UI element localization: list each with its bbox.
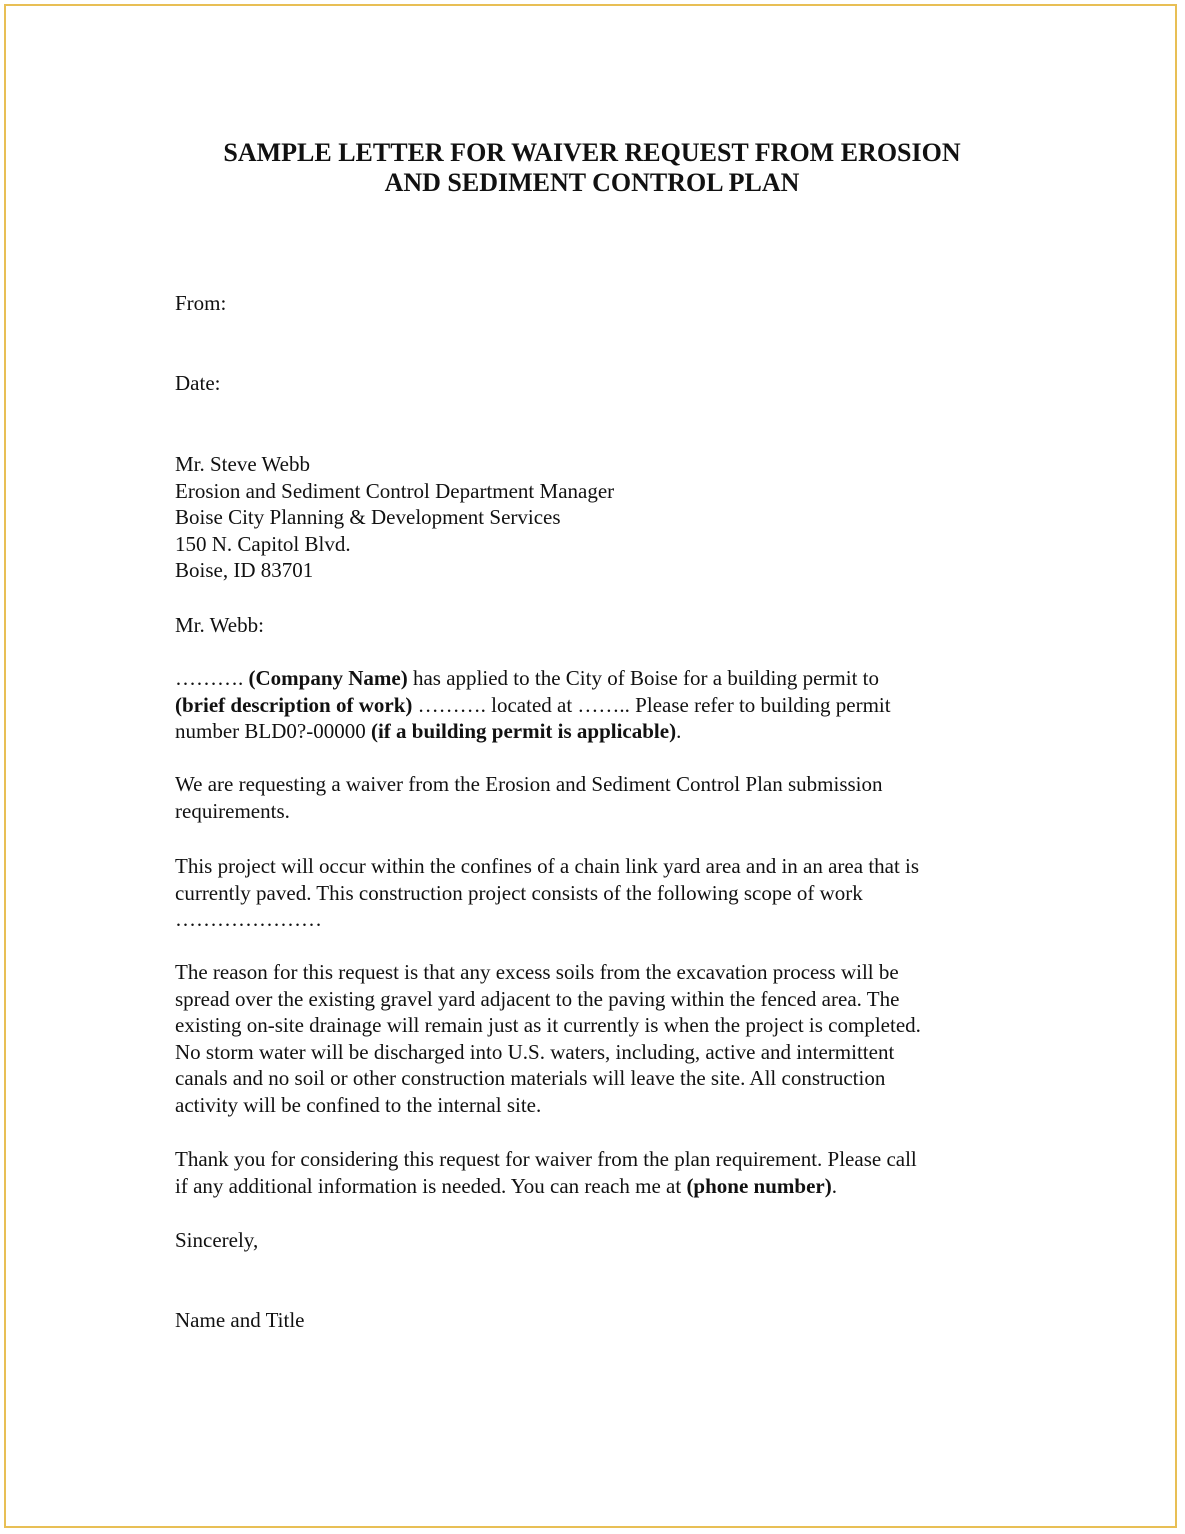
recipient-street: 150 N. Capitol Blvd. xyxy=(175,531,351,556)
paragraph-4 xyxy=(175,959,1015,1119)
paragraph-4-line-2: spread over the existing gravel yard adjacent to the paving within the fenced area. The xyxy=(175,986,900,1011)
paragraph-2-line-1: We are requesting a waiver from the Erosion and Sediment Control Plan submission xyxy=(175,772,883,796)
paragraph-4-line-3: existing on-site drainage will remain just as it currently is when the project is completed. xyxy=(175,1013,921,1038)
text-run: . xyxy=(676,719,682,744)
paragraph-5-line-1: Thank you for considering this request for waiver from the plan requirement. Please call xyxy=(175,1147,917,1171)
paragraph-2 xyxy=(175,771,1015,824)
paragraph-1-line-2 xyxy=(175,692,1015,719)
from-label: From: xyxy=(175,291,227,315)
paragraph-3-line-2: currently paved. This construction project consists of the following scope of work xyxy=(175,880,863,905)
paragraph-5-line-2 xyxy=(175,1173,1015,1200)
paragraph-3-line-1: This project will occur within the confines of a chain link yard area and in an area that is xyxy=(175,854,920,878)
work-description-placeholder: (brief description of work) xyxy=(175,692,413,717)
date-label: Date: xyxy=(175,371,221,395)
recipient-city: Boise, ID 83701 xyxy=(175,558,314,583)
recipient-name: Mr. Steve Webb xyxy=(175,452,310,476)
text-run: ………. located at …….. Please refer to building permit xyxy=(412,692,891,717)
document-title xyxy=(140,138,1044,198)
paragraph-4-line-5: canals and no soil or other construction materials will leave the site. All construction xyxy=(175,1066,886,1091)
signature-line: Name and Title xyxy=(175,1308,305,1332)
paragraph-1-line-3 xyxy=(175,718,1015,745)
recipient-position: Erosion and Sediment Control Department Manager xyxy=(175,478,615,503)
recipient-organization: Boise City Planning & Development Services xyxy=(175,505,561,530)
permit-placeholder: (if a building permit is applicable) xyxy=(370,719,677,744)
text-run: if any additional information is needed. You can reach me at xyxy=(175,1173,687,1198)
title-line-1: SAMPLE LETTER FOR WAIVER REQUEST FROM EROSION xyxy=(223,138,961,167)
paragraph-3 xyxy=(175,853,1015,933)
salutation: Mr. Webb: xyxy=(175,613,264,637)
paragraph-1-line-1 xyxy=(175,665,1015,692)
title-line-2: AND SEDIMENT CONTROL PLAN xyxy=(384,168,800,197)
company-name-placeholder: (Company Name) xyxy=(248,666,408,690)
paragraph-4-line-4: No storm water will be discharged into U.S. waters, including, active and intermittent xyxy=(175,1039,895,1064)
recipient-address xyxy=(175,451,1015,584)
paragraph-2-line-2: requirements. xyxy=(175,798,290,823)
closing: Sincerely, xyxy=(175,1228,259,1252)
text-run: ………. xyxy=(175,666,249,690)
paragraph-3-line-3: ………………… xyxy=(175,907,322,932)
page-border xyxy=(4,4,1177,1528)
paragraph-1 xyxy=(175,665,1015,745)
text-run: has applied to the City of Boise for a building permit to xyxy=(407,666,879,690)
phone-number-placeholder: (phone number) xyxy=(686,1173,832,1198)
paragraph-4-line-1: The reason for this request is that any excess soils from the excavation process will be xyxy=(175,960,899,984)
paragraph-5 xyxy=(175,1146,1015,1199)
paragraph-4-line-6: activity will be confined to the internal site. xyxy=(175,1092,542,1117)
text-run: number BLD0?-00000 xyxy=(175,719,371,744)
text-run: . xyxy=(831,1173,837,1198)
